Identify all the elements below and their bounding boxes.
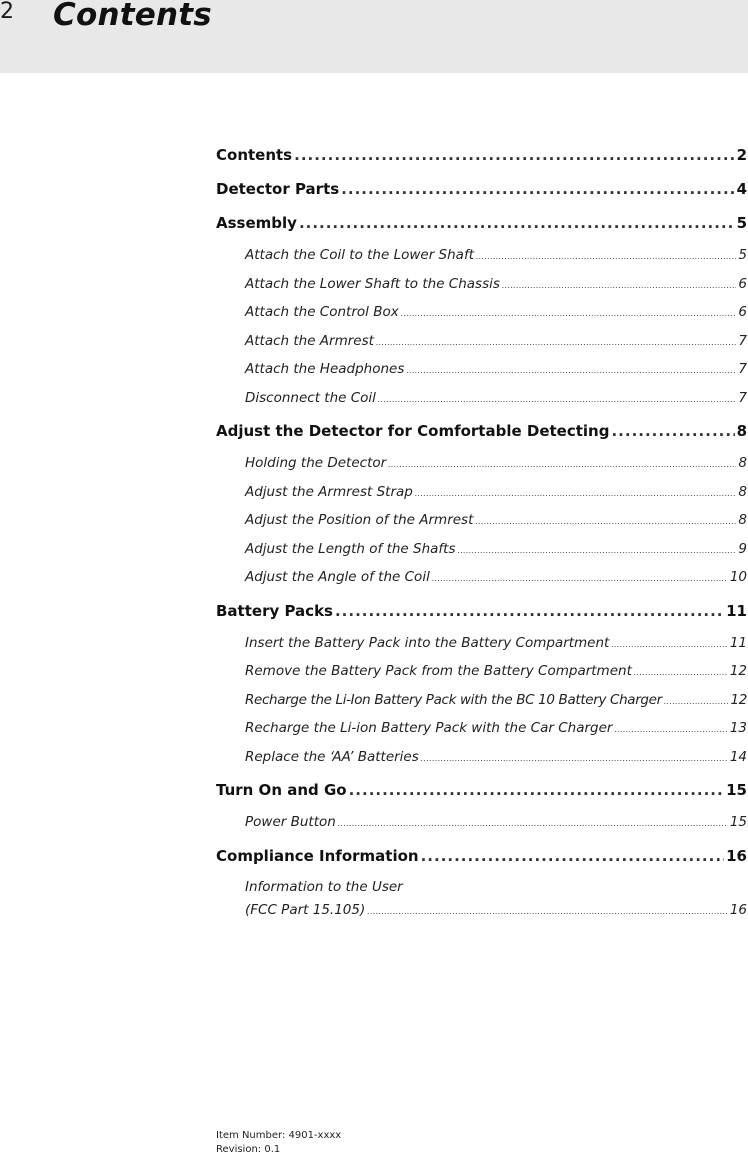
dot-leader [349,776,725,804]
dot-leader [401,300,737,326]
toc-entry-turn-on-and-go[interactable] [216,776,747,810]
dot-leader [388,451,736,477]
toc-subentry[interactable] [216,537,747,566]
toc-entry-page: 11 [726,601,747,620]
toc-subentry[interactable] [216,745,747,774]
toc-subentry[interactable] [216,508,747,537]
dot-leader [421,842,725,870]
toc-subentry[interactable] [216,716,747,745]
toc-subentry-label: Attach the Lower Shaft to the Chassis [245,275,500,292]
dot-leader [611,631,727,657]
dot-leader [294,141,734,169]
toc-subentry-label: Recharge the Li-ion Battery Pack with the Car Charger [245,720,613,736]
dot-leader [421,745,728,771]
toc-entry-label: Adjust the Detector for Comfortable Detecting [216,422,610,440]
toc-subentry-label: Adjust the Length of the Shafts [245,540,456,557]
toc-subentry-page: 7 [738,361,747,377]
toc-subentry-page: 8 [738,483,747,500]
toc-subentry[interactable] [216,876,747,922]
toc-subentry[interactable] [216,659,747,688]
toc-subentry-line2 [245,898,747,922]
toc-subentry-label: Attach the Armrest [245,332,374,349]
dot-leader [335,597,724,625]
dot-leader [476,243,736,269]
toc-subentry-page: 7 [738,332,747,349]
dot-leader [415,480,737,506]
dot-leader [614,716,727,742]
toc-entry-label: Assembly [216,214,297,232]
item-number: Item Number: 4901-xxxx [216,1130,342,1141]
toc-subentry-label: Insert the Battery Pack into the Battery Compartment [245,634,610,651]
toc-subentry[interactable] [216,810,747,839]
revision: Revision: 0.1 [216,1144,281,1155]
toc-entry-compliance[interactable] [216,842,747,876]
toc-entry-detector-parts[interactable] [216,175,747,209]
page-number: 2 [0,0,14,24]
toc-subentry-page: 10 [729,569,747,585]
dot-leader [458,537,737,563]
toc-subentry[interactable] [216,272,747,301]
toc-subentry[interactable] [216,688,747,717]
toc-subentry[interactable] [216,357,747,386]
toc-subentry-label: Adjust the Armrest Strap [245,483,413,500]
toc-subentry-page: 15 [729,814,747,830]
toc-subentry[interactable] [216,300,747,329]
toc-entry-page: 2 [736,146,747,164]
toc-subentry-page: 16 [729,901,747,918]
toc-subentry-page: 13 [729,720,747,736]
toc-entry-label: Battery Packs [216,601,333,620]
toc-subentry[interactable] [216,631,747,660]
toc-subentry-page: 8 [738,512,747,528]
dot-leader [664,688,729,714]
toc-subentry-label: Disconnect the Coil [245,389,376,406]
toc-entry-page: 16 [726,846,747,865]
toc-entry-label: Contents [216,146,293,164]
toc-subentry-label: Adjust the Position of the Armrest [245,512,474,528]
toc-subentry-label: Adjust the Angle of the Coil [245,569,430,585]
toc-entry-page: 15 [726,781,747,799]
dot-leader [376,329,736,355]
toc-subentry-page: 12 [730,691,747,708]
toc-subentry[interactable] [216,565,747,594]
toc-entry-label: Compliance Information [216,846,419,865]
dot-leader [611,417,734,445]
dot-leader [378,386,736,412]
toc-subentry[interactable] [216,480,747,509]
dot-leader [338,810,728,836]
toc-subentry-page: 14 [729,748,747,765]
toc-entry-battery-packs[interactable] [216,597,747,631]
toc-subentry-label: Power Button [245,814,336,830]
toc-subentry-label: Recharge the Li-Ion Battery Pack with the BC 10 Battery Charger [245,691,662,708]
dot-leader [502,272,736,298]
toc-subentry-page: 11 [729,634,747,651]
toc-subentry-label: Attach the Headphones [245,361,405,377]
toc-subentry-label: Holding the Detector [245,455,387,471]
dot-leader [367,898,728,922]
dot-leader [406,357,736,383]
dot-leader [475,508,736,534]
toc-subentry-page: 6 [738,275,747,292]
dot-leader [634,659,728,685]
toc-subentry-label: Remove the Battery Pack from the Battery Compartment [245,663,632,679]
toc-subentry-label: Replace the ‘AA’ Batteries [245,748,419,765]
toc-entry-page: 4 [736,180,747,198]
toc-subentry-page: 9 [738,540,747,557]
toc-entry-label: Detector Parts [216,180,340,198]
toc-entry-contents[interactable] [216,141,747,175]
dot-leader [341,175,734,203]
toc-subentry-page: 7 [738,389,747,406]
toc-subentry[interactable] [216,329,747,358]
dot-leader [299,209,735,237]
toc-entry-label: Turn On and Go [216,781,347,799]
toc-entry-adjust[interactable] [216,417,747,451]
toc-subentry-label: Attach the Control Box [245,304,399,320]
toc-entry-assembly[interactable] [216,209,747,243]
toc-subentry-label: Information to the User [245,878,403,895]
page-title: Contents [53,0,212,33]
toc-subentry-label-cont: (FCC Part 15.105) [245,901,366,918]
toc-subentry[interactable] [216,451,747,480]
dot-leader [432,565,728,591]
toc-entry-page: 5 [736,214,747,232]
toc-entry-page: 8 [736,422,747,440]
toc-subentry-label: Attach the Coil to the Lower Shaft [245,247,474,263]
toc-subentry-page: 12 [729,663,747,679]
table-of-contents [216,141,747,922]
toc-subentry-page: 5 [738,247,747,263]
toc-subentry[interactable] [216,386,747,415]
toc-subentry-page: 6 [738,304,747,320]
footer [216,1129,341,1157]
toc-subentry-page: 8 [738,455,747,471]
toc-subentry[interactable] [216,243,747,272]
